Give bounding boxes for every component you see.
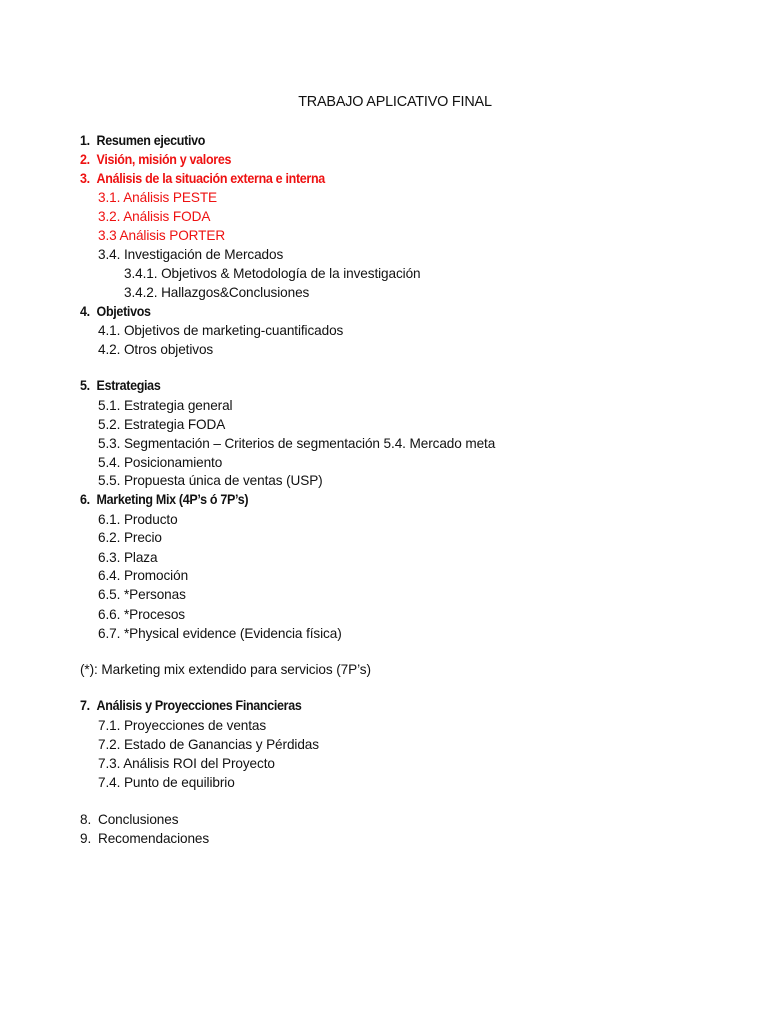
- outline-item-text: 5.4. Posicionamiento: [98, 455, 223, 470]
- outline-item-number: 7.: [80, 698, 90, 713]
- outline-item-text: Análisis y Proyecciones Financieras: [96, 698, 302, 713]
- outline-item: [80, 811, 178, 829]
- outline-item-text: 6.7. *Physical evidence (Evidencia física): [98, 626, 342, 641]
- outline-item-text: 6.1. Producto: [98, 512, 178, 527]
- outline-item-text: 3.4.2. Hallazgos&Conclusiones: [124, 285, 310, 300]
- outline-item-text: 7.3. Análisis ROI del Proyecto: [98, 756, 275, 771]
- outline-item: [80, 170, 325, 188]
- outline-item-text: Recomendaciones: [98, 831, 210, 846]
- outline-item: [98, 549, 157, 567]
- outline-item-text: Resumen ejecutivo: [96, 133, 206, 148]
- outline-item-text: 5.1. Estrategia general: [98, 398, 233, 413]
- outline-item: [98, 341, 213, 359]
- outline-item: [80, 303, 151, 321]
- outline-item: [124, 284, 309, 302]
- outline-item: [80, 132, 205, 150]
- outline-item-number: 8.: [80, 812, 92, 827]
- outline-item-text: 4.2. Otros objetivos: [98, 342, 214, 357]
- outline-item: [98, 625, 342, 643]
- outline-item-text: Estrategias: [96, 378, 161, 393]
- outline-item-text: 3.2. Análisis FODA: [98, 209, 211, 224]
- outline-item-text: Marketing Mix (4P’s ó 7P’s): [96, 492, 249, 507]
- outline-item: [98, 227, 225, 245]
- outline-item: [98, 322, 343, 340]
- outline-item: [98, 246, 283, 264]
- document-title: TRABAJO APLICATIVO FINAL: [298, 93, 492, 110]
- outline-item-text: 4.1. Objetivos de marketing-cuantificados: [98, 323, 344, 338]
- outline-item: [98, 511, 178, 529]
- outline-item: [98, 774, 235, 792]
- outline-item-number: 2.: [80, 152, 90, 167]
- outline-item-text: 3.4. Investigación de Mercados: [98, 247, 284, 262]
- outline-item: [80, 661, 371, 679]
- outline-item-text: 3.4.1. Objetivos & Metodología de la investigación: [124, 266, 421, 281]
- outline-item-text: 7.4. Punto de equilibrio: [98, 775, 235, 790]
- outline-item-number: 1.: [80, 133, 90, 148]
- outline-item: [98, 435, 495, 453]
- outline-item: [98, 755, 275, 773]
- outline-item: [80, 377, 160, 395]
- outline-item-text: Visión, misión y valores: [96, 152, 232, 167]
- outline-item-text: 6.2. Precio: [98, 530, 162, 545]
- outline-item: [98, 717, 266, 735]
- outline-item-text: Análisis de la situación externa e interna: [96, 171, 325, 186]
- outline-item: [98, 586, 186, 604]
- outline-item: [80, 491, 248, 509]
- outline-item-number: 9.: [80, 831, 92, 846]
- outline-item: [80, 697, 301, 715]
- outline-item-number: 6.: [80, 492, 90, 507]
- outline-item-text: Conclusiones: [98, 812, 179, 827]
- outline-item: [98, 567, 188, 585]
- outline-item-number: 5.: [80, 378, 90, 393]
- outline-item-text: 6.5. *Personas: [98, 587, 186, 602]
- outline-item-text: 5.2. Estrategia FODA: [98, 417, 226, 432]
- outline-item: [98, 416, 225, 434]
- outline-item-text: 7.2. Estado de Ganancias y Pérdidas: [98, 737, 319, 752]
- outline-item: [80, 830, 209, 848]
- outline-item-text: 6.4. Promoción: [98, 568, 189, 583]
- outline-item: [98, 736, 319, 754]
- outline-item-text: 5.3. Segmentación – Criterios de segmentación 5.4. Mercado meta: [98, 436, 496, 451]
- outline-item-text: 3.1. Análisis PESTE: [98, 190, 217, 205]
- outline-item-text: 3.3 Análisis PORTER: [98, 228, 226, 243]
- outline-item: [124, 265, 421, 283]
- outline-item-text: (*): Marketing mix extendido para servicios (7P’s): [80, 662, 371, 677]
- outline-item: [80, 151, 231, 169]
- outline-item-text: 6.3. Plaza: [98, 550, 158, 565]
- outline-item-text: 5.5. Propuesta única de ventas (USP): [98, 473, 323, 488]
- outline-item-number: 4.: [80, 304, 90, 319]
- outline-item: [98, 397, 232, 415]
- outline-item-text: Objetivos: [96, 304, 151, 319]
- outline-item: [98, 606, 185, 624]
- outline-item: [98, 189, 217, 207]
- outline-item: [98, 208, 210, 226]
- outline-item: [98, 454, 222, 472]
- outline-item-text: 7.1. Proyecciones de ventas: [98, 718, 267, 733]
- outline-item-number: 3.: [80, 171, 90, 186]
- outline-item: [98, 472, 323, 490]
- outline-item: [98, 529, 162, 547]
- outline-item-text: 6.6. *Procesos: [98, 607, 186, 622]
